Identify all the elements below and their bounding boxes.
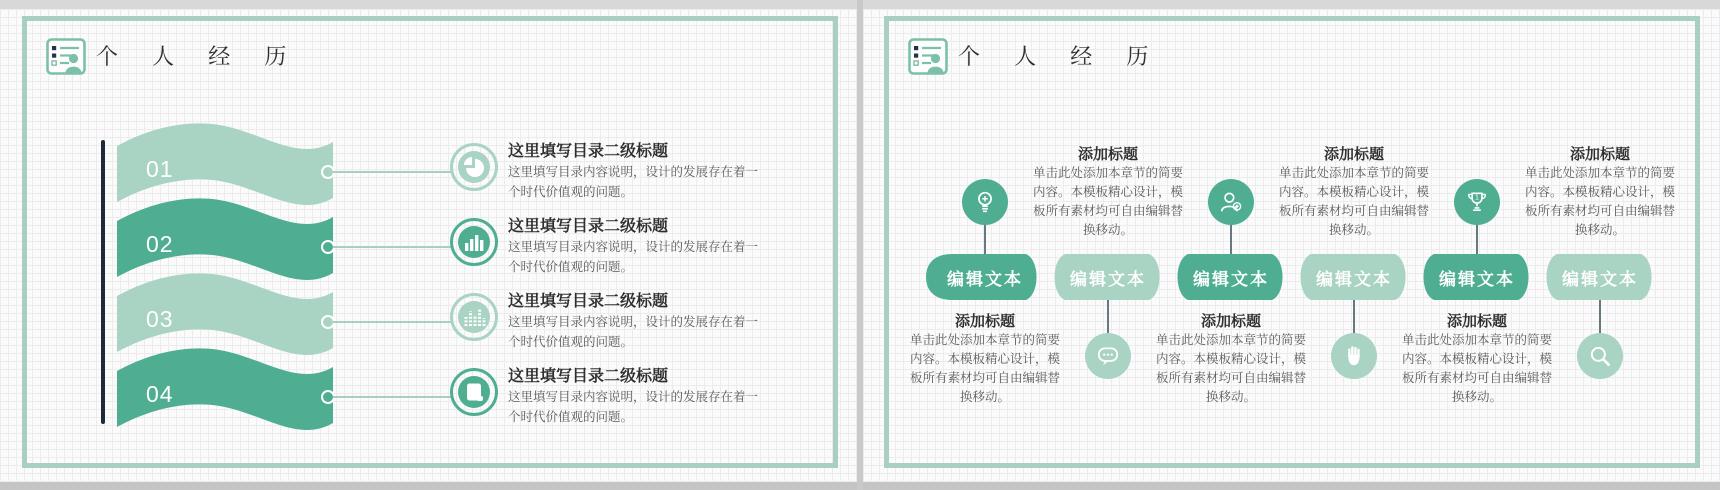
item-body[interactable]: 这里填写目录内容说明，设计的发展存在着一个时代价值观的问题。 [508,315,759,349]
column-icon-badge [1085,333,1131,379]
ribbon-segment-3[interactable] [1172,254,1290,300]
lightbulb-icon [972,189,998,215]
item-body[interactable]: 这里填写目录内容说明，设计的发展存在着一个时代价值观的问题。 [508,240,759,274]
column-heading[interactable]: 添加标题 [1200,313,1261,330]
ribbon-segment-5[interactable] [1418,254,1536,300]
ribbon-number: 04 [146,381,174,407]
pie-chart-icon [462,155,486,179]
stem-line [1107,300,1109,333]
ribbon-segment-label: 编辑文本 [1070,269,1146,289]
slide-left[interactable] [0,9,857,482]
ribbon-number: 02 [146,231,174,257]
column-body[interactable]: 单击此处添加本章节的简要内容。本模板精心设计，模板所有素材均可自由编辑替换移动。 [1401,333,1552,404]
column-icon-badge [1454,179,1500,225]
column-heading[interactable]: 添加标题 [1323,146,1384,163]
list-item-icon-badge [450,218,498,266]
item-heading[interactable]: 这里填写目录二级标题 [508,368,669,385]
column-icon-badge [1577,333,1623,379]
list-item-icon-badge [450,143,498,191]
ribbon-segment-2[interactable] [1049,254,1167,300]
stem-line [1476,224,1478,254]
column-heading[interactable]: 添加标题 [1446,313,1507,330]
equalizer-icon [462,305,486,329]
list-item-icon-badge [450,293,498,341]
slide-right-title: 个 人 经 历 [958,44,1163,69]
connector-line [333,246,452,248]
hand-icon [1341,343,1367,369]
connector-line [333,321,452,323]
item-heading[interactable]: 这里填写目录二级标题 [508,143,669,160]
column-icon-badge [962,179,1008,225]
column-heading[interactable]: 添加标题 [954,313,1015,330]
slide-right[interactable] [863,9,1720,482]
resume-card-icon [908,38,948,76]
column-heading[interactable]: 添加标题 [1077,146,1138,163]
slide-left-title: 个 人 经 历 [96,44,301,69]
column-body[interactable]: 单击此处添加本章节的简要内容。本模板精心设计，模板所有素材均可自由编辑替换移动。 [1278,166,1429,237]
column-heading[interactable]: 添加标题 [1569,146,1630,163]
list-item-icon-badge [450,368,498,416]
ribbon-number: 01 [146,156,174,182]
item-body[interactable]: 这里填写目录内容说明，设计的发展存在着一个时代价值观的问题。 [508,390,759,424]
column-body[interactable]: 单击此处添加本章节的简要内容。本模板精心设计，模板所有素材均可自由编辑替换移动。 [1524,166,1675,237]
user-add-icon [1218,189,1244,215]
item-heading[interactable]: 这里填写目录二级标题 [508,293,669,310]
ribbon-segment-4[interactable] [1295,254,1413,300]
column-body[interactable]: 单击此处添加本章节的简要内容。本模板精心设计，模板所有素材均可自由编辑替换移动。 [1155,333,1306,404]
chat-bubble-icon [1095,343,1121,369]
trophy-icon [1464,189,1490,215]
ribbon-number: 03 [146,306,174,332]
connector-line [333,171,452,173]
ribbon-segment-label: 编辑文本 [1193,269,1269,289]
column-body[interactable]: 单击此处添加本章节的简要内容。本模板精心设计，模板所有素材均可自由编辑替换移动。 [1032,166,1183,237]
stem-line [1230,224,1232,254]
ribbon-segment-label: 编辑文本 [1316,269,1392,289]
column-icon-badge [1208,179,1254,225]
flag-pole [101,140,105,424]
connector-line [333,396,452,398]
bar-chart-icon [462,230,486,254]
ribbon-segment-label: 编辑文本 [1439,269,1515,289]
item-body[interactable]: 这里填写目录内容说明，设计的发展存在着一个时代价值观的问题。 [508,165,759,199]
ribbon-segment-label: 编辑文本 [1562,269,1638,289]
column-icon-badge [1331,333,1377,379]
item-heading[interactable]: 这里填写目录二级标题 [508,218,669,235]
resume-card-icon [46,38,86,76]
notebook-icon [462,380,486,404]
stem-line [984,224,986,254]
column-body[interactable]: 单击此处添加本章节的简要内容。本模板精心设计，模板所有素材均可自由编辑替换移动。 [909,333,1060,404]
stem-line [1353,300,1355,333]
ribbon-segment-1[interactable] [926,254,1044,300]
stem-line [1599,300,1601,333]
magnifier-icon [1587,343,1613,369]
svg-text:1: 1 [1475,194,1479,202]
ribbon-segment-6[interactable] [1541,254,1659,300]
ribbon-segment-label: 编辑文本 [947,269,1023,289]
